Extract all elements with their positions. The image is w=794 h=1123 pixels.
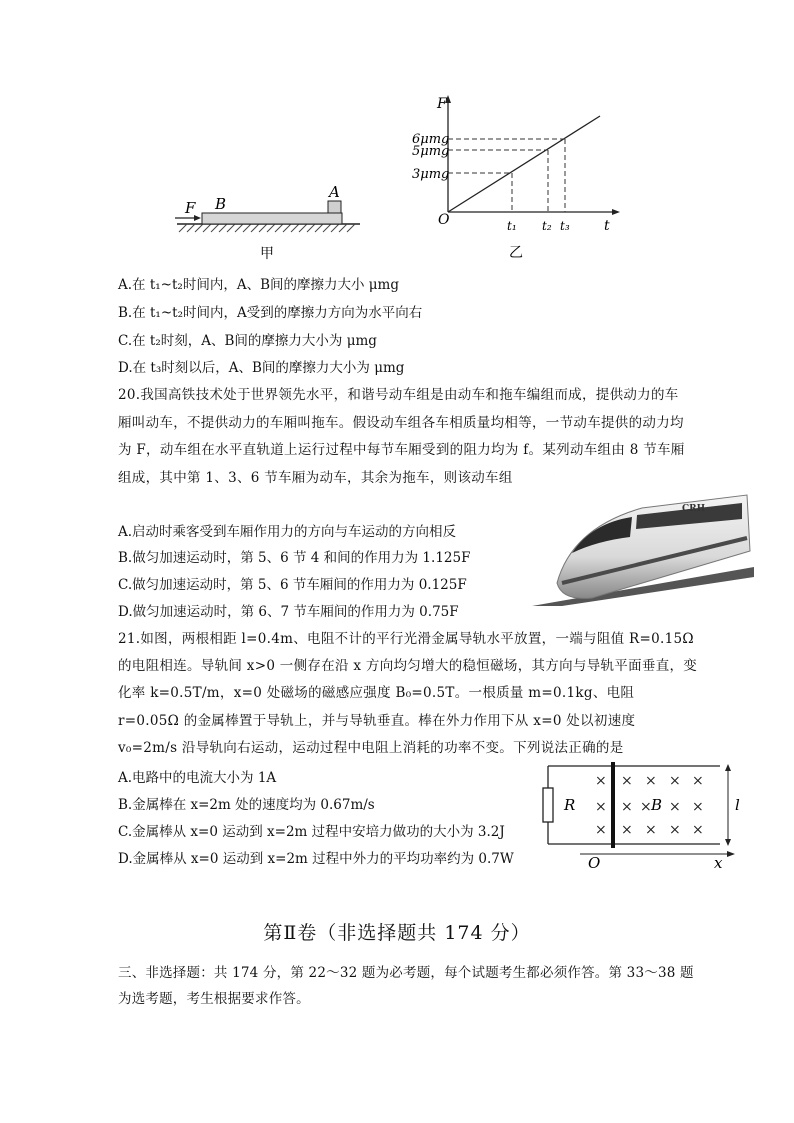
svg-text:×: ×: [640, 799, 652, 815]
label-B-field: B: [651, 796, 663, 814]
x-label-t3: t₃: [560, 219, 570, 233]
label-x-axis: x: [714, 854, 723, 870]
svg-text:×: ×: [621, 799, 633, 815]
label-O-circuit: O: [588, 854, 601, 870]
svg-text:×: ×: [669, 822, 681, 838]
q21-option-c: C.金属棒从 x=0 运动到 x=2m 过程中安培力做功的大小为 3.2J: [118, 824, 505, 840]
q21-option-a: A.电路中的电流大小为 1A: [118, 770, 277, 786]
label-l: l: [735, 796, 740, 814]
label-F-yi: F: [437, 96, 447, 112]
q20-stem: 20.我国高铁技术处于世界领先水平，和谐号动车组是由动车和拖车编组而成，提供动力的车厢叫动车，不提供动力的车厢叫拖车。假设动车组各车相质量均相等，一节动车提供的动力均为 F，动车组在水平直轨道上运行过程中每节车厢受到的阻力均为 f。某列动车组由 8 节车厢组成，其中第 1、3、6 节车厢为动车，其余为拖车，则该动车组: [118, 387, 685, 486]
label-F-jia: F: [185, 199, 196, 217]
svg-text:×: ×: [645, 822, 657, 838]
section2-title: 第Ⅱ卷（非选择题共 174 分）: [263, 922, 531, 944]
svg-text:×: ×: [595, 799, 607, 815]
q19-option-c: C.在 t₂时刻，A、B间的摩擦力大小为 μmg: [118, 333, 377, 349]
q20-option-a: A.启动时乘客受到车厢作用力的方向与车运动的方向相反: [118, 524, 457, 540]
board-b: [202, 213, 342, 224]
q19-option-a: A.在 t₁~t₂时间内，A、B间的摩擦力大小 μmg: [118, 277, 399, 293]
svg-text:×: ×: [621, 822, 633, 838]
svg-text:×: ×: [669, 799, 681, 815]
q19-option-b: B.在 t₁~t₂时间内，A受到的摩擦力方向为水平向右: [118, 305, 423, 321]
y-label-3: 3μmg: [412, 167, 450, 182]
q21-stem: 21.如图，两根相距 l=0.4m、电阻不计的平行光滑金属导轨水平放置，一端与阻值 R=0.15Ω 的电阻相连。导轨间 x>0 一侧存在沿 x 方向均匀增大的稳恒磁场，其方向与导轨平面垂直，变化率 k=0.5T/m，x=0 处磁场的磁感应强度 B₀=0.5T。一根质量 m=0.1kg、电阻 r=0.05Ω 的金属棒置于导轨上，并与导轨垂直。棒在外力作用下从 x=0 处以初速度 v₀=2m/s 沿导轨向右运动，运动过程中电阻上消耗的功率不变。下列说法正确的是: [118, 631, 698, 756]
x-label-t2: t₂: [542, 219, 552, 233]
label-A: A: [329, 183, 340, 201]
q19-option-d: D.在 t₃时刻以后，A、B间的摩擦力大小为 μmg: [118, 360, 405, 376]
caption-yi: 乙: [509, 245, 523, 261]
q21-option-d: D.金属棒从 x=0 运动到 x=2m 过程中外力的平均功率约为 0.7W: [118, 851, 514, 867]
q20-option-b: B.做匀加速运动时，第 5、6 节 4 和间的作用力为 1.125F: [118, 550, 471, 566]
svg-text:×: ×: [692, 799, 704, 815]
label-R: R: [564, 796, 576, 814]
train-logo: CRH: [682, 504, 706, 514]
y-label-5: 5μmg: [412, 144, 450, 159]
y-label-6: 6μmg: [412, 132, 450, 147]
svg-text:×: ×: [692, 822, 704, 838]
svg-text:×: ×: [669, 773, 681, 789]
figure-jia: [165, 180, 375, 265]
block-a: [328, 201, 341, 213]
caption-jia: 甲: [260, 246, 274, 262]
svg-text:×: ×: [645, 773, 657, 789]
label-O-yi: O: [438, 212, 450, 228]
svg-text:×: ×: [595, 773, 607, 789]
x-label-t1: t₁: [507, 219, 517, 233]
svg-text:×: ×: [692, 773, 704, 789]
force-line: [448, 116, 600, 212]
svg-text:×: ×: [595, 822, 607, 838]
label-t-yi: t: [604, 218, 610, 234]
figure-yi: [410, 92, 625, 267]
q21-option-b: B.金属棒在 x=2m 处的速度均为 0.67m/s: [118, 797, 375, 813]
q20-option-c: C.做匀加速运动时，第 5、6 节车厢间的作用力为 0.125F: [118, 577, 467, 593]
label-B: B: [215, 195, 227, 213]
q21-circuit-figure: [530, 758, 755, 870]
part3-instructions: 三、非选择题：共 174 分，第 22～32 题为必考题，每个试题考生都必须作答。第 33～38 题为选考题，考生根据要求作答。: [118, 965, 694, 1007]
svg-text:×: ×: [621, 773, 633, 789]
resistor-r: [543, 788, 553, 822]
train-image: [532, 483, 754, 607]
q20-option-d: D.做匀加速运动时，第 6、7 节车厢间的作用力为 0.75F: [118, 604, 459, 620]
